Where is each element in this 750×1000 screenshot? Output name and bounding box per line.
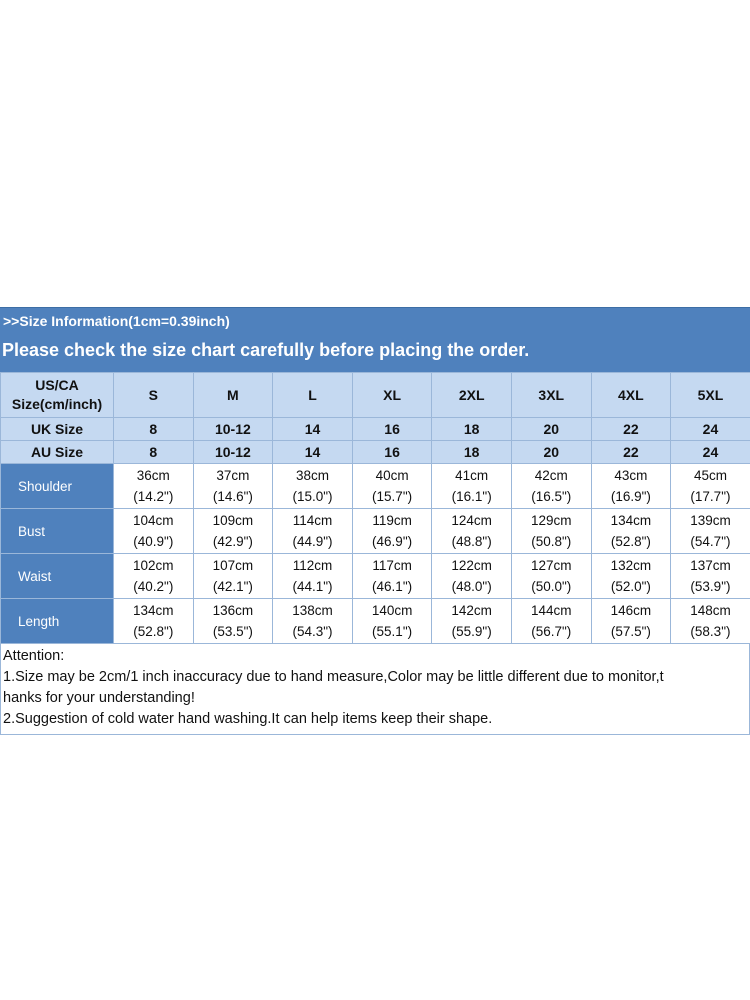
measurement-cell <box>591 509 671 554</box>
au-size-row <box>1 441 750 464</box>
measurement-cell <box>591 464 671 509</box>
inch-value: (48.0") <box>451 579 492 594</box>
inch-value: (40.2") <box>133 579 174 594</box>
inch-value: (53.9") <box>690 579 731 594</box>
cm-value: 134cm <box>133 603 174 618</box>
cm-value: 127cm <box>531 558 572 573</box>
measurement-row <box>1 509 750 554</box>
uk-size-cell: 24 <box>671 418 750 441</box>
measurement-cell <box>114 509 194 554</box>
measurement-cell <box>671 509 750 554</box>
measurement-cell <box>352 509 432 554</box>
measurement-cell <box>432 509 512 554</box>
cm-value: 40cm <box>375 468 409 483</box>
cm-value: 139cm <box>690 513 731 528</box>
au-size-cell: 10-12 <box>193 441 273 464</box>
measurement-cell <box>193 599 273 644</box>
measurement-cell <box>114 554 194 599</box>
inch-value: (44.1") <box>292 579 333 594</box>
cm-value: 144cm <box>531 603 572 618</box>
size-header-cell: M <box>193 373 273 418</box>
cm-value: 45cm <box>693 468 727 483</box>
measurement-row <box>1 599 750 644</box>
cm-value: 119cm <box>372 513 412 528</box>
uk-size-cell: 16 <box>352 418 432 441</box>
measurement-cell <box>511 509 591 554</box>
size-header-cell: XL <box>352 373 432 418</box>
cm-value: 129cm <box>531 513 572 528</box>
size-header-cell: L <box>273 373 353 418</box>
uk-size-cell: 8 <box>114 418 194 441</box>
note-2: 2.Suggestion of cold water hand washing.It can help items keep their shape. <box>3 711 493 727</box>
inch-value: (46.1") <box>372 579 413 594</box>
size-header-cell: 2XL <box>432 373 512 418</box>
note-1-part-a: 1.Size may be 2cm/1 inch inaccuracy due to hand measure,Color may be little different due to monitor,t <box>3 669 664 685</box>
au-size-cell: 18 <box>432 441 512 464</box>
au-size-cell: 8 <box>114 441 194 464</box>
measurement-cell <box>193 554 273 599</box>
inch-value: (52.8") <box>610 534 651 549</box>
uk-size-cell: 14 <box>273 418 353 441</box>
size-header-cell: 4XL <box>591 373 671 418</box>
inch-value: (40.9") <box>133 534 174 549</box>
size-header-cell: 3XL <box>511 373 591 418</box>
inch-value: (50.8") <box>531 534 572 549</box>
cm-value: 112cm <box>292 558 333 573</box>
cm-value: 142cm <box>451 603 492 618</box>
measurement-cell <box>273 509 353 554</box>
us-size-corner-cell <box>1 373 114 418</box>
size-table-body <box>1 373 750 644</box>
inch-value: (14.6") <box>212 489 253 504</box>
measurement-cell <box>671 554 750 599</box>
attention-heading: Attention: <box>3 648 65 664</box>
inch-value: (14.2") <box>133 489 174 504</box>
inch-value: (16.9") <box>610 489 651 504</box>
inch-value: (52.8") <box>133 624 174 639</box>
inch-value: (16.5") <box>531 489 572 504</box>
inch-value: (56.7") <box>531 624 572 639</box>
size-header-cell: S <box>114 373 194 418</box>
size-info-title: >>Size Information(1cm=0.39inch) <box>3 313 230 329</box>
inch-value: (44.9") <box>292 534 333 549</box>
measurement-cell <box>511 599 591 644</box>
cm-value: 136cm <box>212 603 254 618</box>
cm-value: 41cm <box>455 468 489 483</box>
inch-value: (42.9") <box>212 534 253 549</box>
measurement-cell <box>352 464 432 509</box>
cm-value: 102cm <box>133 558 174 573</box>
measurement-label: Bust <box>1 509 114 554</box>
inch-value: (58.3") <box>690 624 731 639</box>
measurement-cell <box>114 599 194 644</box>
cm-value: 137cm <box>690 558 731 573</box>
measurement-cell <box>273 599 353 644</box>
measurement-cell <box>273 554 353 599</box>
au-size-cell: 16 <box>352 441 432 464</box>
measurement-cell <box>432 599 512 644</box>
size-check-notice: Please check the size chart carefully before placing the order. <box>2 340 530 360</box>
inch-value: (52.0") <box>610 579 651 594</box>
measurement-cell <box>671 464 750 509</box>
measurement-cell <box>273 464 353 509</box>
inch-value: (53.5") <box>212 624 253 639</box>
uk-size-label: UK Size <box>1 418 114 441</box>
cm-value: 43cm <box>614 468 648 483</box>
uk-size-row <box>1 418 750 441</box>
measurement-row <box>1 554 750 599</box>
au-size-label: AU Size <box>1 441 114 464</box>
uk-size-cell: 10-12 <box>193 418 273 441</box>
cm-value: 37cm <box>216 468 250 483</box>
measurement-cell <box>432 464 512 509</box>
uk-size-cell: 20 <box>511 418 591 441</box>
inch-value: (50.0") <box>531 579 572 594</box>
cm-value: 140cm <box>371 603 413 618</box>
attention-notes <box>0 644 750 735</box>
measurement-row <box>1 464 750 509</box>
size-header-cell: 5XL <box>671 373 750 418</box>
inch-value: (46.9") <box>372 534 413 549</box>
cm-value: 122cm <box>451 558 492 573</box>
us-ca-label: US/CA <box>35 377 79 393</box>
measurement-cell <box>511 554 591 599</box>
measurement-cell <box>591 554 671 599</box>
inch-value: (42.1") <box>212 579 253 594</box>
au-size-cell: 14 <box>273 441 353 464</box>
cm-value: 107cm <box>212 558 254 573</box>
measurement-cell <box>591 599 671 644</box>
measurement-cell <box>193 464 273 509</box>
size-table <box>0 372 750 644</box>
inch-value: (16.1") <box>451 489 492 504</box>
inch-value: (15.7") <box>372 489 413 504</box>
inch-value: (17.7") <box>690 489 731 504</box>
uk-size-cell: 18 <box>432 418 512 441</box>
inch-value: (54.7") <box>690 534 731 549</box>
size-chart <box>0 307 750 735</box>
inch-value: (15.0") <box>292 489 333 504</box>
au-size-cell: 24 <box>671 441 750 464</box>
cm-value: 124cm <box>451 513 492 528</box>
inch-value: (54.3") <box>292 624 333 639</box>
cm-value: 148cm <box>690 603 731 618</box>
uk-size-cell: 22 <box>591 418 671 441</box>
inch-value: (55.9") <box>451 624 492 639</box>
measurement-cell <box>193 509 273 554</box>
measurement-label: Waist <box>1 554 114 599</box>
cm-value: 114cm <box>292 513 333 528</box>
au-size-cell: 20 <box>511 441 591 464</box>
cm-value: 117cm <box>372 558 412 573</box>
cm-value: 138cm <box>292 603 333 618</box>
cm-value: 134cm <box>610 513 652 528</box>
chart-header <box>0 307 750 372</box>
au-size-cell: 22 <box>591 441 671 464</box>
cm-value: 132cm <box>610 558 652 573</box>
measurement-cell <box>114 464 194 509</box>
measurement-cell <box>671 599 750 644</box>
measurement-cell <box>352 554 432 599</box>
note-1-part-b: hanks for your understanding! <box>3 690 195 706</box>
measurement-cell <box>352 599 432 644</box>
cm-value: 109cm <box>212 513 254 528</box>
measurement-label: Length <box>1 599 114 644</box>
cm-value: 38cm <box>295 468 329 483</box>
measurement-cell <box>511 464 591 509</box>
cm-value: 36cm <box>136 468 170 483</box>
cm-value: 146cm <box>610 603 652 618</box>
us-size-row <box>1 373 750 418</box>
size-unit-label: Size(cm/inch) <box>11 396 103 412</box>
cm-value: 42cm <box>534 468 568 483</box>
inch-value: (48.8") <box>451 534 492 549</box>
measurement-label: Shoulder <box>1 464 114 509</box>
inch-value: (55.1") <box>372 624 413 639</box>
cm-value: 104cm <box>133 513 174 528</box>
inch-value: (57.5") <box>610 624 651 639</box>
measurement-cell <box>432 554 512 599</box>
